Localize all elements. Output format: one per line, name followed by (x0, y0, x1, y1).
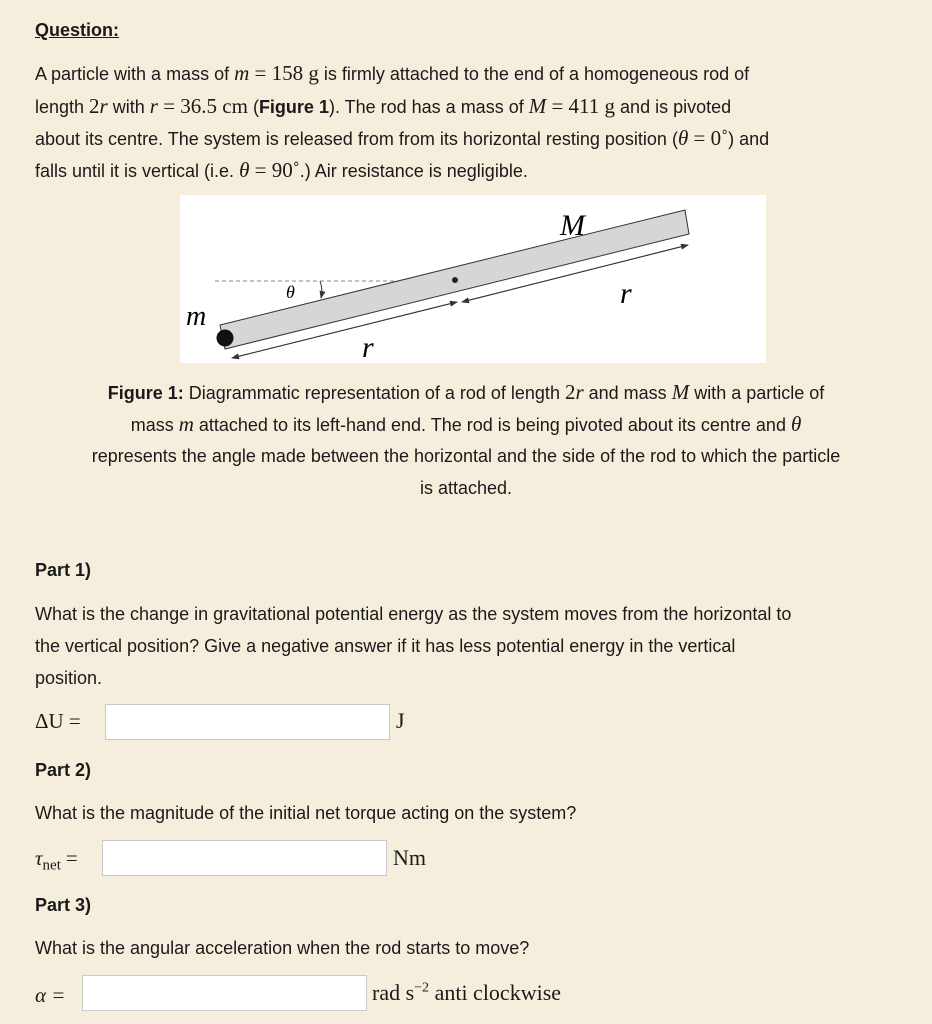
text-segment: r (99, 94, 108, 118)
text-segment: m (234, 61, 250, 85)
unit-rad-s: rad s (372, 980, 415, 1005)
text-segment: = 36.5 cm (157, 94, 248, 118)
part1-heading: Part 1) (35, 560, 92, 580)
text-segment: M (671, 380, 690, 404)
text-segment: about its centre. The system is released from from its horizontal resting position ( (35, 129, 678, 149)
angular-acceleration-unit (372, 980, 561, 1006)
delta-u-unit: J (396, 708, 405, 733)
label-r-right: r (620, 277, 632, 310)
part1-question-line: What is the change in gravitational potential energy as the system moves from the horizontal to (35, 604, 792, 624)
unit-direction: anti clockwise (429, 980, 562, 1005)
text-segment: ( (247, 97, 259, 117)
net-subscript: net (42, 857, 61, 874)
delta-u-input[interactable] (105, 704, 390, 740)
text-segment: represents the angle made between the horizontal and the side of the rod to which the particle (91, 446, 841, 466)
text-segment: 2 (89, 94, 100, 118)
part3-question: What is the angular acceleration when the rod starts to move? (35, 938, 530, 958)
text-segment: Diagrammatic representation of a rod of length (183, 383, 565, 403)
text-segment: with a particle of (689, 383, 825, 403)
text-segment: = 411 g (546, 94, 616, 118)
text-segment: θ (677, 126, 689, 150)
text-segment: and mass (583, 383, 672, 403)
delta-u-label (35, 709, 81, 734)
question-heading: Question: (35, 20, 119, 40)
equals-sign: = (65, 846, 78, 870)
angular-acceleration-input[interactable] (82, 975, 367, 1011)
label-M: M (560, 209, 585, 242)
tau-symbol: τ (35, 846, 43, 870)
text-segment: is attached. (419, 478, 513, 498)
unit-exponent: −2 (414, 980, 430, 996)
caption-line (0, 380, 932, 405)
text-segment: and is pivoted (615, 97, 732, 117)
label-m: m (186, 301, 207, 332)
caption-line (0, 412, 932, 437)
angle-arc (320, 281, 322, 298)
part1-question-line: the vertical position? Give a negative answer if it has less potential energy in the vertical (35, 636, 736, 656)
text-segment: = 158 g (249, 61, 319, 85)
text-segment: Figure 1 (258, 97, 329, 117)
intro-line (35, 158, 528, 183)
text-segment: .) Air resistance is negligible. (299, 161, 528, 181)
particle-mass (217, 330, 234, 347)
text-segment: = 0˚ (688, 126, 729, 150)
text-segment: with (107, 97, 150, 117)
text-segment: θ (239, 158, 250, 182)
text-segment: A particle with a mass of (35, 64, 235, 84)
torque-input[interactable] (102, 840, 387, 876)
intro-line (35, 61, 749, 86)
part2-question: What is the magnitude of the initial net torque acting on the system? (35, 803, 577, 823)
rod-diagram (180, 195, 766, 363)
pivot-point (452, 277, 458, 283)
intro-line (35, 126, 769, 151)
text-segment: M (528, 94, 547, 118)
caption-line (0, 476, 932, 500)
text-segment: θ (790, 412, 802, 436)
torque-label (35, 846, 78, 875)
part3-heading: Part 3) (35, 895, 92, 915)
label-r-bottom: r (362, 331, 374, 363)
text-segment: ). The rod has a mass of (328, 97, 529, 117)
text-segment: = 90˚ (249, 158, 300, 182)
label-theta: θ (286, 282, 295, 302)
alpha-label: α = (35, 983, 66, 1007)
text-segment: attached to its left-hand end. The rod is being pivoted about its centre and (193, 415, 791, 435)
caption-line (0, 444, 932, 468)
text-segment: 2 (564, 380, 576, 404)
delta-u-label-text: ΔU = (35, 709, 81, 733)
text-segment: r (149, 94, 158, 118)
figure-1 (180, 195, 766, 363)
torque-unit: Nm (393, 845, 426, 870)
text-segment: m (178, 412, 194, 436)
text-segment: is firmly attached to the end of a homogeneous rod of (318, 64, 750, 84)
text-segment: mass (130, 415, 179, 435)
text-segment: Figure 1: (107, 383, 184, 403)
part2-heading: Part 2) (35, 760, 92, 780)
part1-question-line: position. (35, 668, 103, 688)
text-segment: falls until it is vertical (i.e. (35, 161, 240, 181)
text-segment: ) and (728, 129, 770, 149)
intro-line (35, 94, 731, 119)
text-segment: r (575, 380, 584, 404)
text-segment: length (35, 97, 90, 117)
